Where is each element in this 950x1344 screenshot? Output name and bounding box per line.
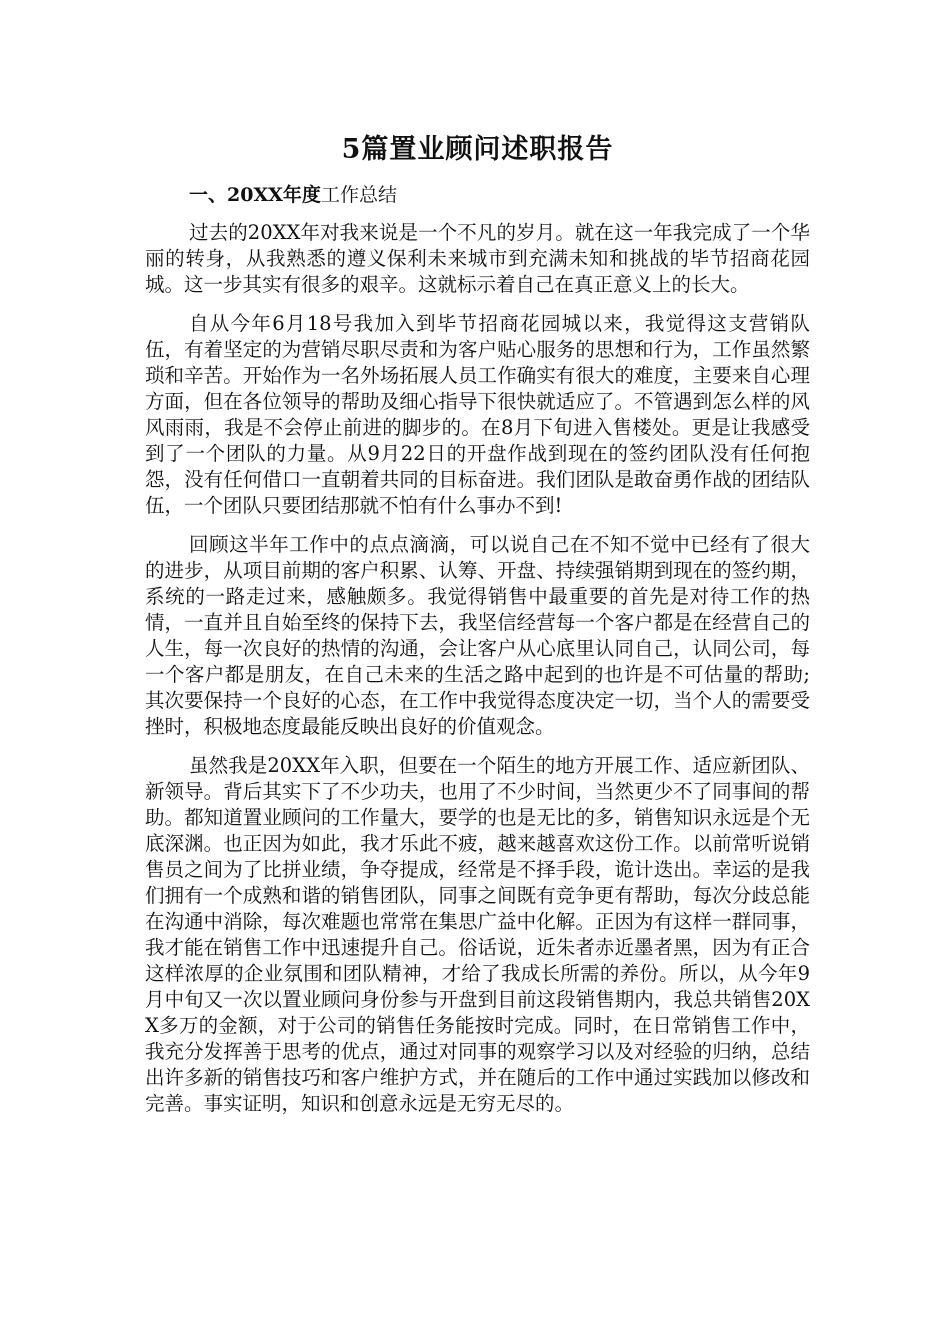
body-paragraph-1: 过去的20XX年对我来说是一个不凡的岁月。就在这一年我完成了一个华丽的转身，从我熟悉的遵义保利未来城市到充满未知和挑战的毕节招商花园城。这一步其实有很多的艰辛。这就标示着自己在真正意义上的长大。	[145, 221, 810, 296]
section-heading-text: 工作总结	[320, 184, 397, 206]
body-paragraph-4: 虽然我是20XX年入职，但要在一个陌生的地方开展工作、适应新团队、新领导。背后其实下了不少功夫，也用了不少时间，当然更少不了同事间的帮助。都知道置业顾问的工作量大，要学的也是无比的多，销售知识永远是个无底深渊。也正因为如此，我才乐此不疲，越来越喜欢这份工作。以前常听说销售员之间为了比拼业绩，争夺提成，经常是不择手段，诡计迭出。幸运的是我们拥有一个成熟和谐的销售团队，同事之间既有竞争更有帮助，每次分歧总能在沟通中消除，每次难题也常常在集思广益中化解。正因为有这样一群同事，我才能在销售工作中迅速提升自己。俗话说，近朱者赤近墨者黑，因为有正合这样浓厚的企业氛围和团队精神，才给了我成长所需的养份。所以，从今年9月中旬又一次以置业顾问身份参与开盘到目前这段销售期内，我总共销售20XX多万的金额，对于公司的销售任务能按时完成。同时，在日常销售工作中，我充分发挥善于思考的优点，通过对同事的观察学习以及对经验的归纳，总结出许多新的销售技巧和客户维护方式，并在随后的工作中通过实践加以修改和完善。事实证明，知识和创意永远是无穷无尽的。	[145, 754, 810, 1115]
body-paragraph-3: 回顾这半年工作中的点点滴滴，可以说自己在不知不觉中已经有了很大的进步，从项目前期的客户积累、认筹、开盘、持续强销期到现在的签约期，系统的一路走过来，感触颇多。我觉得销售中最重要的首先是对待工作的热情，一直并且自始至终的保持下去，我坚信经营每一个客户都是在经营自己的人生，每一次良好的热情的沟通，会让客户从心底里认同自己，认同公司，每一个客户都是朋友，在自己未来的生活之路中起到的也许是不可估量的帮助;其次要保持一个良好的心态，在工作中我觉得态度决定一切，当个人的需要受挫时，积极地态度最能反映出良好的价值观念。	[145, 533, 810, 738]
body-paragraph-2: 自从今年6月18号我加入到毕节招商花园城以来，我觉得这支营销队伍，有着坚定的为营销尽职尽责和为客户贴心服务的思想和行为，工作虽然繁琐和辛苦。开始作为一名外场拓展人员工作确实有很大的难度，主要来自心理方面，但在各位领导的帮助及细心指导下很快就适应了。不管遇到怎么样的风风雨雨，我是不会停止前进的脚步的。在8月下旬进入售楼处。更是让我感受到了一个团队的力量。从9月22日的开盘作战到现在的签约团队没有任何抱怨，没有任何借口一直朝着共同的目标奋进。我们团队是敢奋勇作战的团结队伍，一个团队只要团结那就不怕有什么事办不到!	[145, 312, 810, 517]
section-heading	[145, 180, 810, 210]
section-heading-number: 一、20XX年度	[189, 184, 321, 206]
document-title: 5篇置业顾问述职报告	[341, 134, 614, 165]
document-page	[145, 128, 810, 1130]
